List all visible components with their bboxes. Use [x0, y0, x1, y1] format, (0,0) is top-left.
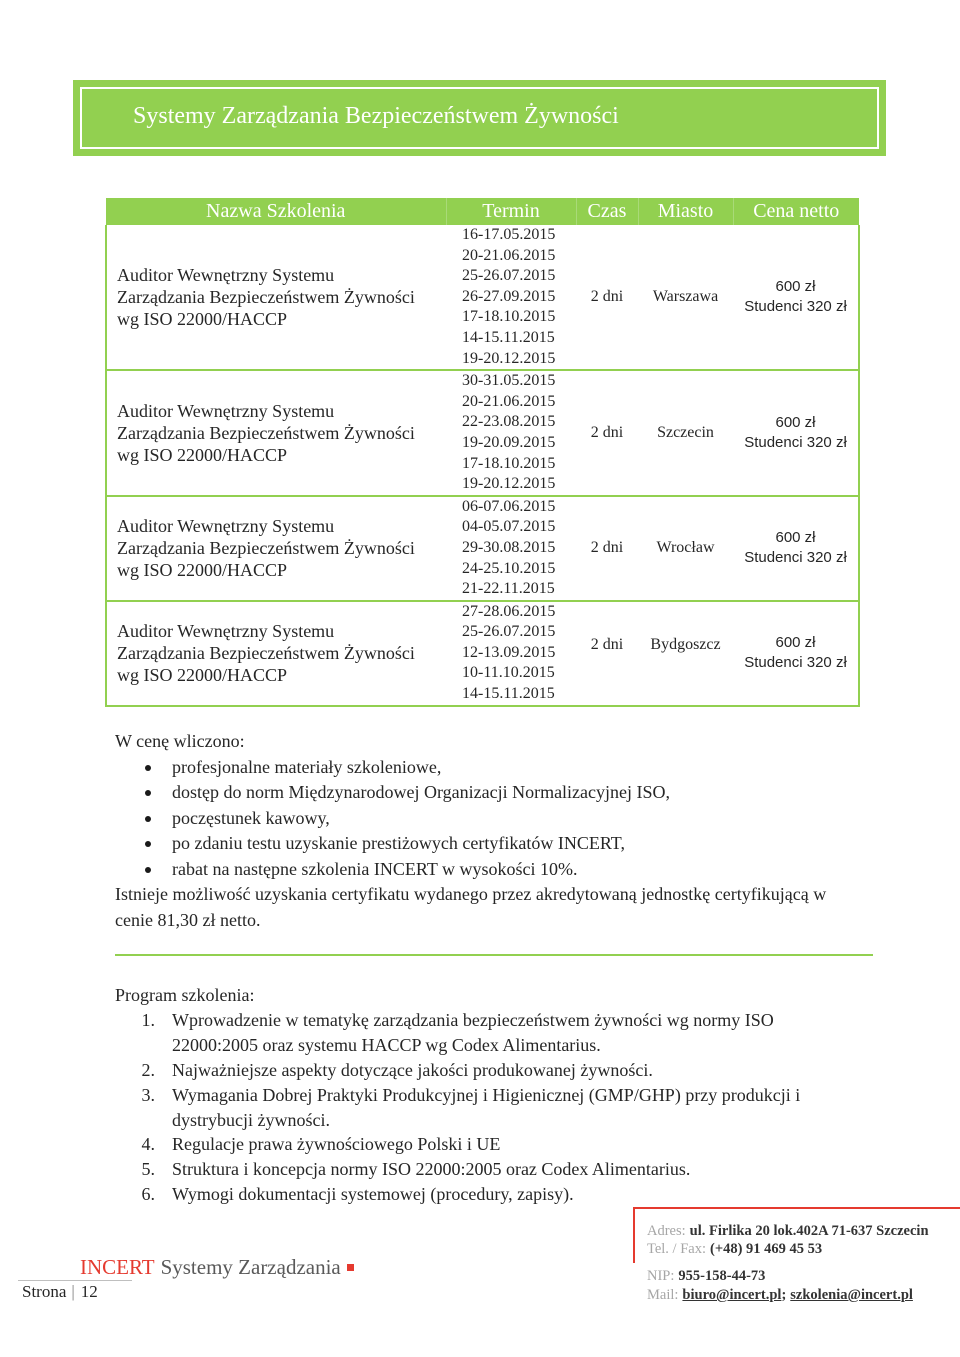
column-header-dates: Termin [446, 198, 576, 225]
list-item-text: profesjonalne materiały szkoleniowe, [172, 756, 442, 777]
date-item: 29-30.08.2015 [462, 538, 556, 556]
program-item-text: Struktura i koncepcja normy ISO 22000:2005 oraz Codex Alimentarius. [172, 1159, 691, 1180]
address-label: Adres: [647, 1223, 686, 1239]
date-item: 25-26.07.2015 [462, 623, 556, 641]
table-row [106, 370, 859, 496]
list-item-text: poczęstunek kawowy, [172, 807, 330, 828]
address-value: ul. Firlika 20 lok.402A 71-637 Szczecin [689, 1223, 929, 1239]
date-item: 21-22.11.2015 [462, 580, 555, 598]
date-item: 10-11.10.2015 [462, 664, 555, 682]
included-section [115, 729, 850, 933]
table-header-row [106, 198, 859, 225]
bullet-icon [145, 790, 151, 796]
duration-cell: 2 dni [576, 370, 638, 496]
item-number: 5. [141, 1159, 155, 1180]
course-name: Auditor Wewnętrzny Systemu Zarządzania Bezpieczeństwem Żywności wg ISO 22000/HACCP [106, 225, 446, 370]
price: 600 zł [775, 413, 816, 431]
nip-label: NIP: [647, 1268, 675, 1284]
student-price: Studenci 320 zł [744, 433, 847, 451]
email-link-training[interactable]: szkolenia@incert.pl [790, 1287, 913, 1303]
date-item: 17-18.10.2015 [462, 454, 556, 472]
page-title: Systemy Zarządzania Bezpieczeństwem Żywności [133, 103, 619, 129]
date-item: 06-07.06.2015 [462, 497, 556, 515]
duration-cell: 2 dni [576, 601, 638, 706]
column-header-city: Miasto [638, 198, 733, 225]
bullet-icon [145, 816, 151, 822]
date-item: 30-31.05.2015 [462, 372, 556, 390]
course-name: Auditor Wewnętrzny Systemu Zarządzania Bezpieczeństwem Żywności wg ISO 22000/HACCP [106, 496, 446, 601]
included-heading: W cenę wliczono: [115, 731, 245, 751]
table-row [106, 601, 859, 706]
bullet-icon [145, 765, 151, 771]
program-section [115, 983, 850, 1207]
date-item: 25-26.07.2015 [462, 267, 556, 285]
item-number: 3. [141, 1084, 155, 1105]
item-number: 4. [141, 1134, 155, 1155]
date-item: 20-21.06.2015 [462, 246, 556, 264]
title-banner [73, 80, 886, 156]
item-number: 1. [141, 1009, 155, 1030]
program-item-text: Wymagania Dobrej Praktyki Produkcyjnej i Higienicznej (GMP/GHP) przy produkcji i dystrybucji żywności. [172, 1084, 801, 1130]
city-cell: Wrocław [638, 496, 733, 601]
item-number: 6. [141, 1184, 155, 1205]
date-item: 14-15.11.2015 [462, 328, 555, 346]
list-item [115, 780, 850, 806]
item-number: 2. [141, 1059, 155, 1080]
city-cell: Warszawa [638, 225, 733, 370]
price-cell [733, 370, 859, 496]
city-cell: Szczecin [638, 370, 733, 496]
program-item-text: Wprowadzenie w tematykę zarządzania bezpieczeństwem żywności wg normy ISO 22000:2005 oraz systemu HACCP wg Codex Alimentarius. [172, 1009, 774, 1055]
date-item: 12-13.09.2015 [462, 643, 556, 661]
list-item [115, 857, 850, 883]
program-item [115, 1058, 832, 1083]
table-row [106, 225, 859, 370]
phone-label: Tel. / Fax: [647, 1241, 706, 1257]
column-header-name: Nazwa Szkolenia [106, 198, 446, 225]
contact-mail [647, 1286, 913, 1304]
bullet-icon [145, 867, 151, 873]
brand-logo [80, 1254, 341, 1280]
list-item-text: rabat na następne szkolenia INCERT w wysokości 10%. [172, 858, 578, 879]
date-item: 19-20.12.2015 [462, 349, 556, 367]
page-label: Strona [22, 1282, 67, 1301]
program-item-text: Najważniejsze aspekty dotyczące jakości produkowanej żywności. [172, 1059, 653, 1080]
course-name: Auditor Wewnętrzny Systemu Zarządzania Bezpieczeństwem Żywności wg ISO 22000/HACCP [106, 601, 446, 706]
page-number-value: 12 [80, 1282, 98, 1301]
price: 600 zł [775, 634, 816, 652]
price-cell [733, 225, 859, 370]
nip-value: 955-158-44-73 [678, 1268, 766, 1284]
schedule-table [105, 198, 860, 707]
course-name: Auditor Wewnętrzny Systemu Zarządzania Bezpieczeństwem Żywności wg ISO 22000/HACCP [106, 370, 446, 496]
price: 600 zł [775, 529, 816, 547]
date-item: 20-21.06.2015 [462, 392, 556, 410]
date-item: 17-18.10.2015 [462, 308, 556, 326]
column-header-price: Cena netto [733, 198, 859, 225]
contact-phone [647, 1240, 822, 1258]
course-dates [446, 225, 576, 370]
course-dates [446, 601, 576, 706]
program-item [115, 1132, 832, 1157]
student-price: Studenci 320 zł [744, 549, 847, 567]
list-item-text: dostęp do norm Międzynarodowej Organizacji Normalizacyjnej ISO, [172, 782, 671, 802]
program-item [115, 1083, 832, 1133]
section-divider [115, 954, 873, 956]
list-item-text: po zdaniu testu uzyskanie prestiżowych certyfikatów INCERT, [172, 833, 625, 853]
program-item [115, 1182, 832, 1207]
city-cell: Bydgoszcz [638, 601, 733, 706]
course-dates [446, 496, 576, 601]
phone-value: (+48) 91 469 45 53 [710, 1241, 823, 1257]
brand-square-icon [347, 1264, 354, 1271]
date-item: 14-15.11.2015 [462, 685, 555, 703]
price-cell [733, 496, 859, 601]
program-item [115, 1157, 832, 1182]
program-item-text: Regulacje prawa żywnościowego Polski i UE [172, 1134, 501, 1155]
date-item: 27-28.06.2015 [462, 602, 556, 620]
contact-address [647, 1222, 929, 1240]
list-item [115, 755, 850, 781]
date-item: 24-25.10.2015 [462, 559, 556, 577]
date-item: 22-23.08.2015 [462, 413, 556, 431]
included-list [115, 755, 850, 883]
list-item [115, 831, 850, 857]
duration-cell: 2 dni [576, 225, 638, 370]
email-separator: ; [781, 1287, 787, 1303]
student-price: Studenci 320 zł [744, 654, 847, 672]
price-cell [733, 601, 859, 706]
program-list [115, 1008, 850, 1207]
footer-rule [18, 1280, 132, 1281]
duration-cell: 2 dni [576, 496, 638, 601]
bullet-icon [145, 841, 151, 847]
program-item-text: Wymogi dokumentacji systemowej (procedury, zapisy). [172, 1184, 574, 1205]
page-separator: | [71, 1282, 75, 1301]
brand-name: INCERT [80, 1255, 155, 1279]
list-item [115, 806, 850, 832]
table-row [106, 496, 859, 601]
program-heading: Program szkolenia: [115, 985, 255, 1005]
certificate-note: Istnieje możliwość uzyskania certyfikatu wydanego przez akredytowaną jednostkę certyfikującą w cenie 81,30 zł netto. [115, 884, 827, 930]
email-link-office[interactable]: biuro@incert.pl [682, 1287, 782, 1303]
contact-nip [647, 1267, 765, 1285]
column-header-duration: Czas [576, 198, 638, 225]
date-item: 16-17.05.2015 [462, 226, 556, 243]
price: 600 zł [775, 278, 816, 296]
date-item: 04-05.07.2015 [462, 518, 556, 536]
date-item: 26-27.09.2015 [462, 287, 556, 305]
mail-label: Mail: [647, 1287, 679, 1303]
brand-tagline: Systemy Zarządzania [160, 1255, 341, 1279]
footer-accent-horizontal [633, 1207, 960, 1209]
course-dates [446, 370, 576, 496]
page-number [22, 1282, 98, 1302]
footer-accent-vertical [633, 1207, 635, 1263]
date-item: 19-20.09.2015 [462, 433, 556, 451]
date-item: 19-20.12.2015 [462, 475, 556, 493]
student-price: Studenci 320 zł [744, 298, 847, 316]
program-item [115, 1008, 832, 1058]
